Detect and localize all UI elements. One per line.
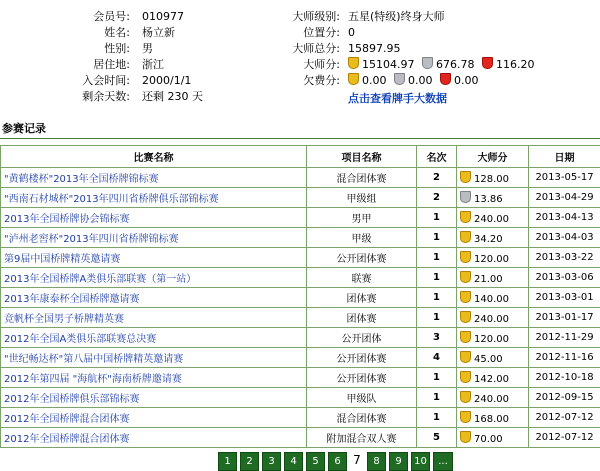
gold-shield-icon xyxy=(460,351,471,363)
silver-shield-icon xyxy=(422,57,433,69)
master-points-value: 120.00 xyxy=(474,254,509,265)
competition-name-cell xyxy=(1,348,307,368)
competition-link[interactable]: "泸州老窖杯"2013年四川省桥牌锦标赛 xyxy=(4,234,179,245)
item-name-cell: 甲级组 xyxy=(307,188,417,208)
gold-shield-icon xyxy=(460,311,471,323)
rank-cell: 1 xyxy=(417,408,457,428)
item-name-cell: 甲级队 xyxy=(307,388,417,408)
member-info-panel xyxy=(0,8,600,108)
name-label: 姓名: xyxy=(40,24,130,41)
gender-value: 男 xyxy=(142,40,153,57)
player-big-data-link[interactable]: 点击查看牌手大数据 xyxy=(348,90,447,107)
item-name-cell: 公开团体赛 xyxy=(307,368,417,388)
item-name-cell: 甲级 xyxy=(307,228,417,248)
silver-points: 676.78 xyxy=(436,58,475,71)
master-points-value: 70.00 xyxy=(474,434,503,445)
competition-link[interactable]: 第9届中国桥牌精英邀请赛 xyxy=(4,254,120,265)
gold-shield-icon xyxy=(460,291,471,303)
table-row xyxy=(1,368,600,388)
owed-points-values xyxy=(348,72,479,89)
master-points-cell xyxy=(457,188,529,208)
master-points-value: 168.00 xyxy=(474,414,509,425)
date-cell: 2013-03-06 xyxy=(529,268,600,288)
competition-name-cell xyxy=(1,268,307,288)
silver-shield-icon xyxy=(394,73,405,85)
item-name-cell: 公开团体赛 xyxy=(307,248,417,268)
rank-cell: 5 xyxy=(417,428,457,448)
competition-name-cell xyxy=(1,308,307,328)
rank-cell: 1 xyxy=(417,388,457,408)
competition-link[interactable]: 2013年康泰杯全国桥牌邀请赛 xyxy=(4,294,139,305)
master-points-cell xyxy=(457,368,529,388)
section-divider xyxy=(0,138,600,139)
date-cell: 2012-07-12 xyxy=(529,428,600,448)
gold-shield-icon xyxy=(460,411,471,423)
master-points-cell xyxy=(457,428,529,448)
master-points-cell xyxy=(457,248,529,268)
competition-records-table xyxy=(0,145,600,448)
master-points-cell xyxy=(457,328,529,348)
date-cell: 2012-11-16 xyxy=(529,348,600,368)
master-points-value: 240.00 xyxy=(474,214,509,225)
competition-name-cell xyxy=(1,428,307,448)
table-row xyxy=(1,268,600,288)
pagination-page-button: 7 xyxy=(350,452,364,469)
table-row xyxy=(1,328,600,348)
red-shield-icon xyxy=(440,73,451,85)
header-rank: 名次 xyxy=(417,146,457,168)
total-points-label: 大师总分: xyxy=(240,40,340,57)
date-cell: 2013-04-13 xyxy=(529,208,600,228)
pagination-more-button[interactable]: ... xyxy=(433,452,453,471)
competition-link[interactable]: 2012年全国A类俱乐部联赛总决赛 xyxy=(4,334,156,345)
competition-name-cell xyxy=(1,408,307,428)
owed-gold: 0.00 xyxy=(362,74,387,87)
remaining-days-value: 还剩 230 天 xyxy=(142,88,203,105)
item-name-cell: 团体赛 xyxy=(307,288,417,308)
rank-cell: 1 xyxy=(417,268,457,288)
table-row xyxy=(1,288,600,308)
header-date: 日期 xyxy=(529,146,600,168)
silver-shield-icon xyxy=(460,191,471,203)
rank-cell: 3 xyxy=(417,328,457,348)
date-cell: 2013-04-29 xyxy=(529,188,600,208)
residence-value: 浙江 xyxy=(142,56,164,73)
owed-red: 0.00 xyxy=(454,74,479,87)
gold-shield-icon xyxy=(460,331,471,343)
item-name-cell: 团体赛 xyxy=(307,308,417,328)
date-cell: 2012-09-15 xyxy=(529,388,600,408)
master-points-cell xyxy=(457,388,529,408)
master-points-cell xyxy=(457,308,529,328)
position-points-row xyxy=(0,24,600,41)
item-name-cell: 公开团体 xyxy=(307,328,417,348)
master-points-cell xyxy=(457,208,529,228)
master-points-cell xyxy=(457,408,529,428)
competition-link[interactable]: 2012年全国桥牌俱乐部锦标赛 xyxy=(4,394,139,405)
master-points-values xyxy=(348,56,535,73)
header-item-name: 项目名称 xyxy=(307,146,417,168)
pagination-page-button[interactable]: 1 xyxy=(218,452,237,471)
master-points-value: 142.00 xyxy=(474,374,509,385)
table-row xyxy=(1,408,600,428)
competition-link[interactable]: 2013年全国桥牌A类俱乐部联赛（第一站） xyxy=(4,274,196,285)
item-name-cell: 联赛 xyxy=(307,268,417,288)
pagination-page-button[interactable]: 4 xyxy=(284,452,303,471)
rank-cell: 2 xyxy=(417,188,457,208)
rank-cell: 4 xyxy=(417,348,457,368)
header-master-points: 大师分 xyxy=(457,146,529,168)
rank-cell: 1 xyxy=(417,248,457,268)
master-points-label: 大师分: xyxy=(240,56,340,73)
table-row xyxy=(1,388,600,408)
competition-name-cell xyxy=(1,228,307,248)
gold-shield-icon xyxy=(460,211,471,223)
red-points: 116.20 xyxy=(496,58,535,71)
header-competition-name: 比赛名称 xyxy=(1,146,307,168)
pagination-page-button[interactable]: 3 xyxy=(262,452,281,471)
competition-name-cell xyxy=(1,168,307,188)
table-body xyxy=(1,168,600,448)
competition-name-cell xyxy=(1,208,307,228)
rank-cell: 1 xyxy=(417,228,457,248)
gold-shield-icon xyxy=(460,431,471,443)
master-level-value: 五星(特级)终身大师 xyxy=(348,8,445,25)
section-title: 参赛记录 xyxy=(2,120,46,136)
gold-shield-icon xyxy=(348,73,359,85)
date-cell: 2013-05-17 xyxy=(529,168,600,188)
master-points-value: 34.20 xyxy=(474,234,503,245)
residence-label: 居住地: xyxy=(40,56,130,73)
owed-points-row xyxy=(0,72,600,89)
master-points-cell xyxy=(457,288,529,308)
table-row xyxy=(1,428,600,448)
gold-shield-icon xyxy=(460,231,471,243)
gold-points: 15104.97 xyxy=(362,58,415,71)
position-points-value: 0 xyxy=(348,24,355,41)
competition-link[interactable]: 竞帆杯全国男子桥牌精英赛 xyxy=(4,314,124,325)
master-points-value: 140.00 xyxy=(474,294,509,305)
name-value: 杨立新 xyxy=(142,24,175,41)
gold-shield-icon xyxy=(460,271,471,283)
competition-name-cell xyxy=(1,388,307,408)
pagination-page-button[interactable]: 6 xyxy=(328,452,347,471)
competition-name-cell xyxy=(1,288,307,308)
owed-silver: 0.00 xyxy=(408,74,433,87)
pagination xyxy=(218,452,453,470)
rank-cell: 1 xyxy=(417,208,457,228)
date-cell: 2013-04-03 xyxy=(529,228,600,248)
table-row xyxy=(1,168,600,188)
table-row xyxy=(1,248,600,268)
master-points-cell xyxy=(457,348,529,368)
date-cell: 2013-01-17 xyxy=(529,308,600,328)
competition-name-cell xyxy=(1,248,307,268)
master-points-value: 13.86 xyxy=(474,194,503,205)
master-points-value: 45.00 xyxy=(474,354,503,365)
gold-shield-icon xyxy=(460,171,471,183)
master-points-cell xyxy=(457,268,529,288)
table-row xyxy=(1,308,600,328)
member-id-label: 会员号: xyxy=(40,8,130,25)
competition-name-cell xyxy=(1,328,307,348)
date-cell: 2012-07-12 xyxy=(529,408,600,428)
date-cell: 2012-10-18 xyxy=(529,368,600,388)
competition-link[interactable]: "世纪畅达杯"第八届中国桥牌精英邀请赛 xyxy=(4,354,183,365)
date-cell: 2013-03-01 xyxy=(529,288,600,308)
pagination-page-button[interactable]: 10 xyxy=(411,452,430,471)
table-row xyxy=(1,208,600,228)
pagination-page-button[interactable]: 8 xyxy=(367,452,386,471)
gender-label: 性别: xyxy=(40,40,130,57)
competition-link[interactable]: "西南石材城杯"2013年四川省桥牌俱乐部锦标赛 xyxy=(4,194,219,205)
position-points-label: 位置分: xyxy=(240,24,340,41)
table-row xyxy=(1,228,600,248)
master-points-row xyxy=(0,56,600,73)
date-cell: 2012-11-29 xyxy=(529,328,600,348)
master-points-value: 21.00 xyxy=(474,274,503,285)
competition-name-cell xyxy=(1,188,307,208)
gold-shield-icon xyxy=(460,391,471,403)
competition-link[interactable]: 2012年全国桥牌混合团体赛 xyxy=(4,414,129,425)
pagination-page-button[interactable]: 5 xyxy=(306,452,325,471)
join-date-label: 入会时间: xyxy=(40,72,130,89)
join-date-value: 2000/1/1 xyxy=(142,72,191,89)
competition-name-cell xyxy=(1,368,307,388)
table-header-row xyxy=(1,146,600,168)
item-name-cell: 混合团体赛 xyxy=(307,408,417,428)
rank-cell: 2 xyxy=(417,168,457,188)
item-name-cell: 男甲 xyxy=(307,208,417,228)
table-row xyxy=(1,348,600,368)
competition-link[interactable]: 2012年全国桥牌混合团体赛 xyxy=(4,434,129,445)
rank-cell: 1 xyxy=(417,308,457,328)
master-points-value: 240.00 xyxy=(474,394,509,405)
gold-shield-icon xyxy=(460,251,471,263)
competition-link[interactable]: "黄鹤楼杯"2013年全国桥牌锦标赛 xyxy=(4,174,159,185)
master-points-cell xyxy=(457,168,529,188)
gold-shield-icon xyxy=(348,57,359,69)
table-row xyxy=(1,188,600,208)
competition-link[interactable]: 2012年第四届 "海航杯"海南桥牌邀请赛 xyxy=(4,374,182,385)
owed-points-label: 欠费分: xyxy=(240,72,340,89)
big-data-link-row xyxy=(0,90,600,107)
master-level-label: 大师级别: xyxy=(240,8,340,25)
red-shield-icon xyxy=(482,57,493,69)
rank-cell: 1 xyxy=(417,288,457,308)
date-cell: 2013-03-22 xyxy=(529,248,600,268)
total-points-value: 15897.95 xyxy=(348,40,401,57)
member-id-value: 010977 xyxy=(142,8,184,25)
master-points-value: 128.00 xyxy=(474,174,509,185)
master-points-value: 240.00 xyxy=(474,314,509,325)
item-name-cell: 混合团体赛 xyxy=(307,168,417,188)
master-points-cell xyxy=(457,228,529,248)
total-points-row xyxy=(0,40,600,57)
gold-shield-icon xyxy=(460,371,471,383)
item-name-cell: 公开团体赛 xyxy=(307,348,417,368)
item-name-cell: 附加混合双人赛 xyxy=(307,428,417,448)
remaining-days-label: 剩余天数: xyxy=(40,88,130,105)
pagination-page-button[interactable]: 2 xyxy=(240,452,259,471)
rank-cell: 1 xyxy=(417,368,457,388)
master-points-value: 120.00 xyxy=(474,334,509,345)
competition-link[interactable]: 2013年全国桥牌协会锦标赛 xyxy=(4,214,129,225)
pagination-page-button[interactable]: 9 xyxy=(389,452,408,471)
master-level-row xyxy=(0,8,600,25)
